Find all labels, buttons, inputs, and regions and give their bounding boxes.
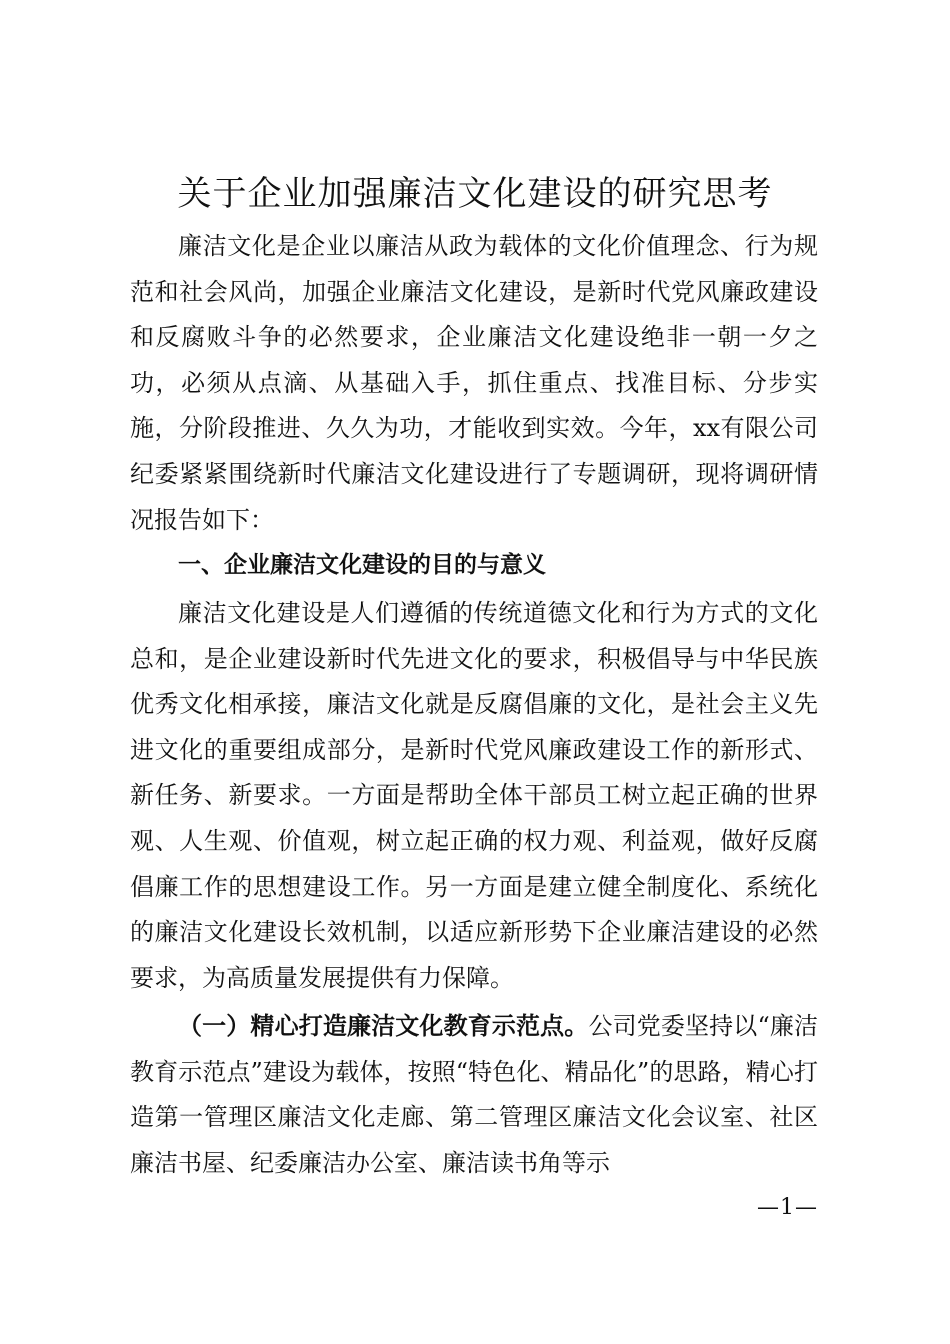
subsection-paragraph	[130, 1004, 818, 1186]
subsection-body: 公司党委坚持以“廉洁教育示范点”建设为载体，按照“特色化、精品化”的思路，精心打造第一管理区廉洁文化走廊、第二管理区廉洁文化会议室、社区廉洁书屋、纪委廉洁办公室、廉洁读书角等示	[130, 1012, 818, 1177]
subsection-lead: （一）精心打造廉洁文化教育示范点。	[178, 1012, 589, 1040]
section-heading: 一、企业廉洁文化建设的目的与意义	[178, 552, 546, 578]
document-title: 关于企业加强廉洁文化建设的研究思考	[177, 174, 773, 214]
intro-paragraph: 廉洁文化是企业以廉洁从政为载体的文化价值理念、行为规范和社会风尚，加强企业廉洁文化建设，是新时代党风廉政建设和反腐败斗争的必然要求，企业廉洁文化建设绝非一朝一夕之功，必须从点滴、从基础入手，抓住重点、找准目标、分步实施，分阶段推进、久久为功，才能收到实效。今年，xx有限公司纪委紧紧围绕新时代廉洁文化建设进行了专题调研，现将调研情况报告如下：	[130, 232, 818, 534]
section-paragraph: 廉洁文化建设是人们遵循的传统道德文化和行为方式的文化总和，是企业建设新时代先进文化的要求，积极倡导与中华民族优秀文化相承接，廉洁文化就是反腐倡廉的文化，是社会主义先进文化的重要组成部分，是新时代党风廉政建设工作的新形式、新任务、新要求。一方面是帮助全体干部员工树立起正确的世界观、人生观、价值观，树立起正确的权力观、利益观，做好反腐倡廉工作的思想建设工作。另一方面是建立健全制度化、系统化的廉洁文化建设长效机制，以适应新形势下企业廉洁建设的必然要求，为高质量发展提供有力保障。	[130, 599, 818, 992]
page-number: —1—	[757, 1195, 818, 1220]
